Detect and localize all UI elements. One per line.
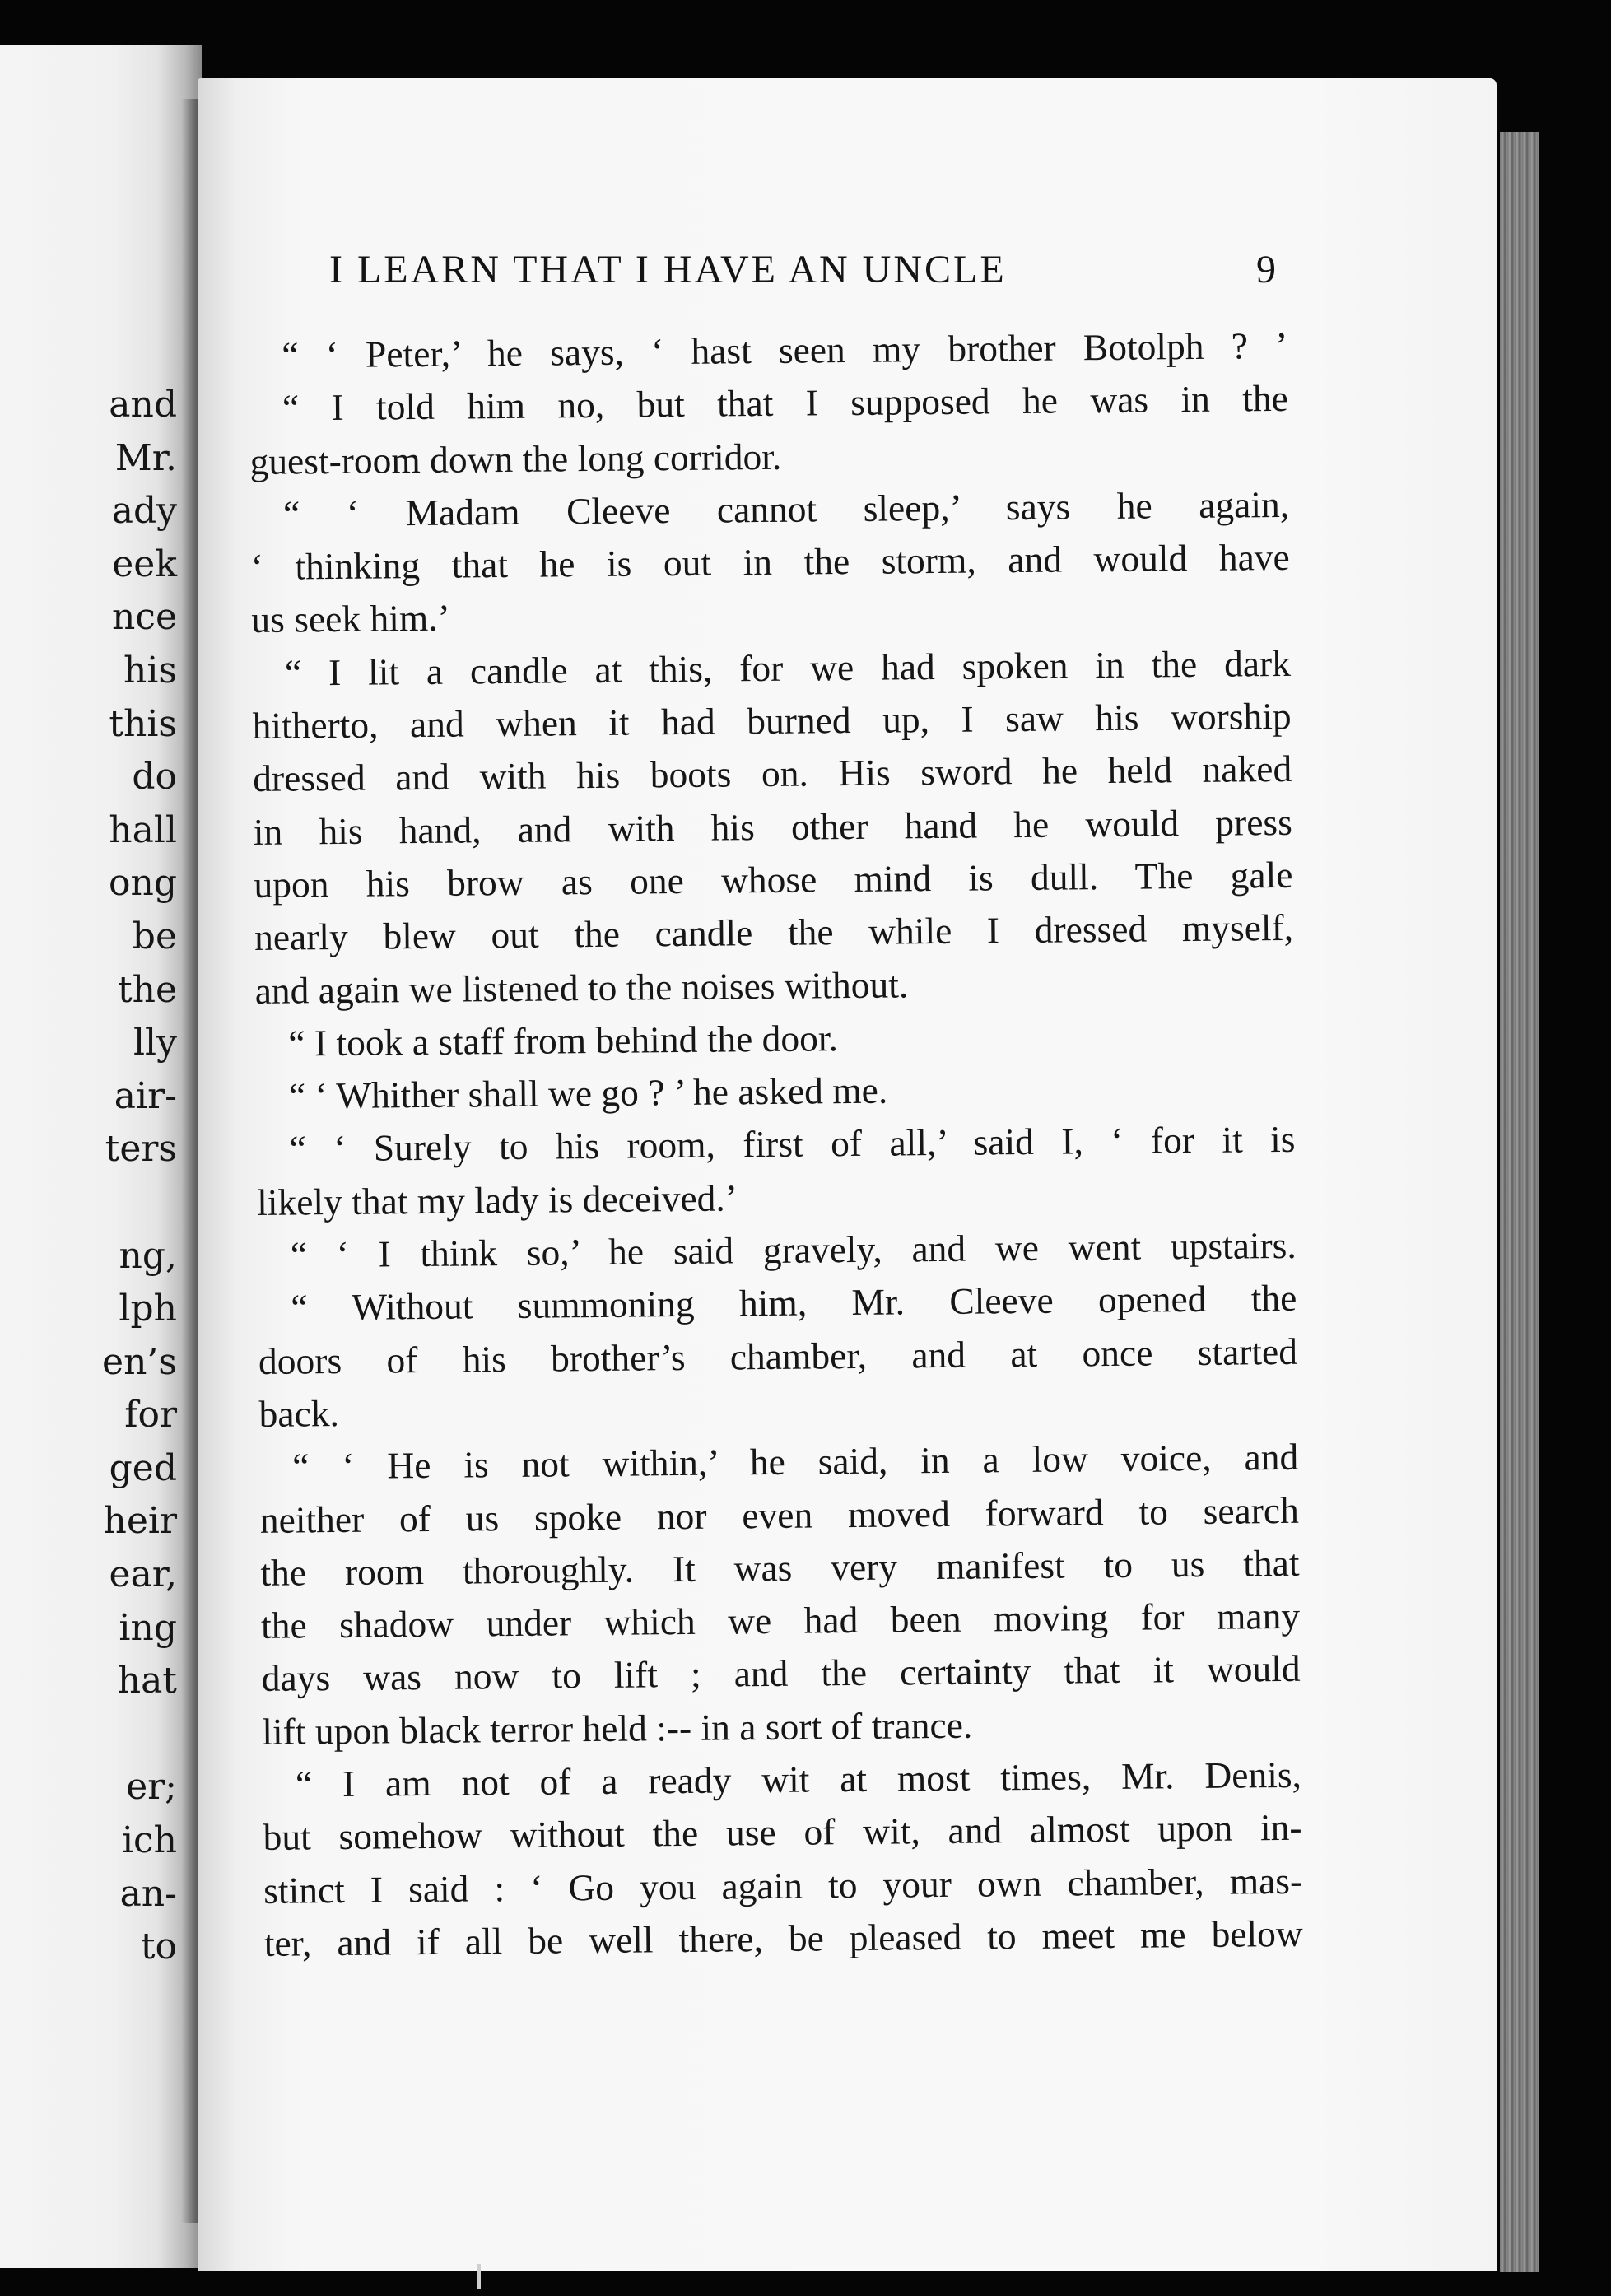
scan-artifact [477, 2264, 481, 2289]
previous-page-line: to [140, 1926, 177, 1968]
text-line: “ I am not of a ready wit at most times, Mr. Denis, [295, 1753, 1302, 1805]
text-line: “ ‘ Surely to his room, first of all,’ said I, ‘ for it is [289, 1118, 1296, 1171]
previous-page-line: air- [114, 1074, 177, 1117]
text-line: the shadow under which we had been moving for many [260, 1594, 1301, 1647]
page-body [249, 319, 1303, 1970]
text-line: stinct I said : ‘ Go you again to your own chamber, mas- [263, 1859, 1303, 1912]
text-line: “ I took a staff from behind the door. [288, 1017, 839, 1064]
previous-page-line: ady [111, 490, 177, 533]
text-line: “ ‘ Whither shall we go ? ’ he asked me. [288, 1069, 888, 1117]
previous-page-line: en’s [102, 1340, 177, 1383]
text-line: lift upon black terror held :-- in a sort of trance. [262, 1703, 973, 1753]
text-line: and again we listened to the noises without. [254, 962, 909, 1012]
text-line: “ I told him no, but that I supposed he was in the [282, 377, 1289, 429]
previous-page-line: for [124, 1394, 177, 1437]
previous-page-line: ing [119, 1606, 177, 1649]
text-line: likely that my lady is deceived.’ [256, 1176, 738, 1223]
previous-page-line [12, 1176, 177, 1230]
previous-page-line: this [109, 702, 177, 745]
previous-page-line: Mr. [114, 436, 177, 479]
previous-page-line: hat [117, 1660, 177, 1702]
text-line: dressed and with his boots on. His sword he held naked [252, 747, 1292, 800]
previous-page-line: lly [133, 1022, 177, 1064]
text-line: “ I lit a candle at this, for we had spoken in the dark [284, 641, 1292, 694]
page-number: 9 [1256, 248, 1276, 291]
text-line: ‘ thinking that he is out in the storm, and would have [250, 536, 1290, 589]
text-line: nearly blew out the candle the while I dressed myself, [254, 906, 1294, 959]
running-title: I LEARN THAT I HAVE AN UNCLE [329, 248, 1007, 291]
previous-page-line: be [132, 915, 177, 957]
previous-page-line: heir [103, 1500, 177, 1543]
previous-page-line: an- [119, 1872, 177, 1915]
text-line: hitherto, and when it had burned up, I saw his worship [252, 694, 1292, 747]
page-edges [1500, 132, 1539, 2272]
previous-page-line: hall [109, 808, 177, 851]
text-line: doors of his brother’s chamber, and at once started [258, 1330, 1298, 1382]
previous-page-line: the [117, 968, 177, 1011]
previous-page-line: and [109, 384, 177, 426]
previous-page-text [12, 379, 177, 1974]
previous-page-line: ong [109, 862, 177, 905]
previous-page-line: ear, [109, 1553, 177, 1596]
page-header [329, 247, 1276, 292]
text-line: neither of us spoke nor even moved forward to search [259, 1488, 1300, 1541]
text-line: the room thoroughly. It was very manifest to us that [260, 1541, 1300, 1594]
text-line: guest-room down the long corridor. [249, 435, 782, 482]
text-line: ter, and if all be well there, be pleased to meet me below [263, 1912, 1304, 1964]
previous-page-line: his [123, 649, 177, 692]
text-line: “ ‘ He is not within,’ he said, in a low voice, and [292, 1436, 1299, 1488]
text-line: but somehow without the use of wit, and almost upon in- [263, 1806, 1302, 1859]
previous-page-line: lph [119, 1288, 177, 1330]
previous-page-line: nce [111, 596, 177, 639]
text-line: “ ‘ Madam Cleeve cannot sleep,’ says he again, [282, 482, 1290, 535]
previous-page-line: ged [109, 1446, 177, 1489]
previous-page [0, 45, 202, 2268]
text-line: in his hand, and with his other hand he would press [253, 800, 1293, 853]
text-line: “ Without summoning him, Mr. Cleeve opened the [291, 1277, 1297, 1329]
previous-page-line [12, 1708, 177, 1762]
text-line: upon his brow as one whose mind is dull. The gale [254, 853, 1293, 906]
previous-page-line: ng, [119, 1234, 177, 1277]
previous-page-line: do [132, 756, 177, 799]
text-line: back. [258, 1391, 340, 1435]
text-line: us seek him.’ [251, 597, 450, 641]
previous-page-line: ich [121, 1819, 177, 1862]
text-line: “ ‘ Peter,’ he says, ‘ hast seen my brother Botolph ? ’ [282, 324, 1288, 376]
text-line: “ ‘ I think so,’ he said gravely, and we went upstairs. [290, 1223, 1297, 1276]
previous-page-line: eek [112, 543, 177, 585]
text-line: days was now to lift ; and the certainty that it would [261, 1647, 1301, 1700]
previous-page-line: er; [126, 1766, 177, 1809]
previous-page-line: ters [105, 1128, 177, 1171]
